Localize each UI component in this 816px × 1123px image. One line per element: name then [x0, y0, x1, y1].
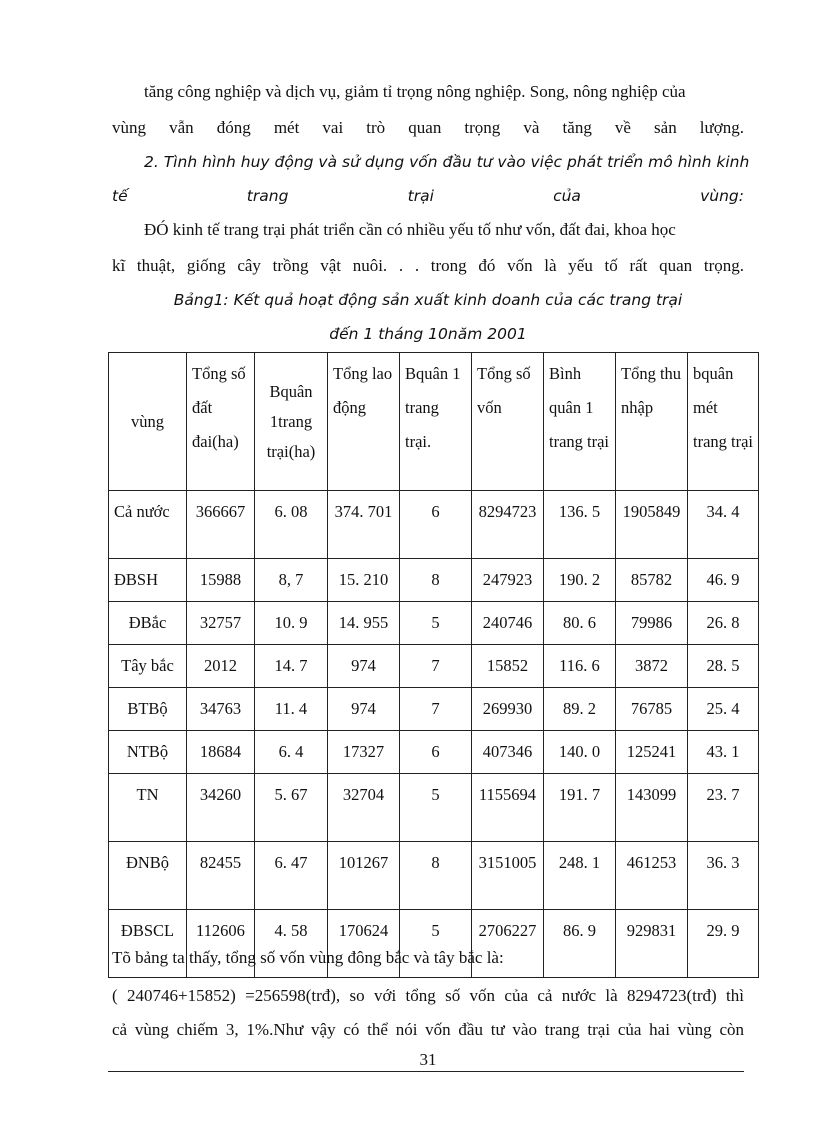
table-cell: 101267	[328, 842, 400, 910]
page-number: 31	[419, 1050, 437, 1069]
table-cell: 8	[400, 842, 472, 910]
table-cell: 15988	[187, 559, 255, 602]
region-cell: BTBộ	[109, 688, 187, 731]
table-cell: 136. 5	[544, 491, 616, 559]
paragraph-line: ( 240746+15852) =256598(trđ), so với tổng số vốn của cả nước là 8294723(trđ) thì	[112, 986, 744, 1005]
table-row	[109, 491, 759, 559]
table-cell: 15. 210	[328, 559, 400, 602]
table-cell: 974	[328, 688, 400, 731]
table-cell: 6	[400, 731, 472, 774]
table-cell: 3151005	[472, 842, 544, 910]
table-row	[109, 774, 759, 842]
table-cell: 5. 67	[255, 774, 328, 842]
table-cell: 5	[400, 910, 472, 978]
table-cell: 46. 9	[688, 559, 759, 602]
table-cell: 79986	[616, 602, 688, 645]
table-cell: 1155694	[472, 774, 544, 842]
table-cell: 32757	[187, 602, 255, 645]
table-cell: 80. 6	[544, 602, 616, 645]
header-cell: vùng	[109, 353, 187, 491]
table-cell: 143099	[616, 774, 688, 842]
table-cell: 140. 0	[544, 731, 616, 774]
header-cell: Bquân 1trang trại(ha)	[255, 353, 328, 491]
region-cell: ĐBắc	[109, 602, 187, 645]
table-cell: 5	[400, 602, 472, 645]
section-heading: 2. Tình hình huy động và sử dụng vốn đầu tư vào việc phát triển mô hình kinh	[144, 153, 750, 171]
region-cell: ĐNBộ	[109, 842, 187, 910]
table-row	[109, 645, 759, 688]
table-cell: 366667	[187, 491, 255, 559]
table-cell: 25. 4	[688, 688, 759, 731]
table-cell: 76785	[616, 688, 688, 731]
table-cell: 7	[400, 688, 472, 731]
table-cell: 248. 1	[544, 842, 616, 910]
table-cell: 5	[400, 774, 472, 842]
results-table	[108, 352, 759, 978]
table-cell: 29. 9	[688, 910, 759, 978]
region-cell: Cả nước	[109, 491, 187, 559]
table-cell: 112606	[187, 910, 255, 978]
table-cell: 14. 955	[328, 602, 400, 645]
table-cell: 34260	[187, 774, 255, 842]
footer-rule	[108, 1071, 744, 1072]
table-caption: đến 1 tháng 10năm 2001	[329, 325, 527, 343]
table-cell: 1905849	[616, 491, 688, 559]
table-row	[109, 602, 759, 645]
table-cell: 269930	[472, 688, 544, 731]
table-cell: 6. 4	[255, 731, 328, 774]
region-cell: ĐBSCL	[109, 910, 187, 978]
section-heading: tế trang trại của vùng:	[112, 187, 744, 205]
table-cell: 89. 2	[544, 688, 616, 731]
table-row	[109, 559, 759, 602]
table-row	[109, 842, 759, 910]
table-cell: 6	[400, 491, 472, 559]
table-cell: 17327	[328, 731, 400, 774]
table-cell: 86. 9	[544, 910, 616, 978]
table-cell: 36. 3	[688, 842, 759, 910]
table-cell: 240746	[472, 602, 544, 645]
table-cell: 190. 2	[544, 559, 616, 602]
region-cell: NTBộ	[109, 731, 187, 774]
table-cell: 28. 5	[688, 645, 759, 688]
region-cell: ĐBSH	[109, 559, 187, 602]
paragraph-line: cả vùng chiếm 3, 1%.Như vậy có thể nói vốn đầu tư vào trang trại của hai vùng còn	[112, 1020, 744, 1039]
table-cell: 18684	[187, 731, 255, 774]
table-cell: 15852	[472, 645, 544, 688]
table-cell: 34763	[187, 688, 255, 731]
table-cell: 407346	[472, 731, 544, 774]
table-cell: 374. 701	[328, 491, 400, 559]
table-caption: Bảng1: Kết quả hoạt động sản xuất kinh doanh của các trang trại	[173, 291, 683, 309]
table-cell: 14. 7	[255, 645, 328, 688]
table-cell: 929831	[616, 910, 688, 978]
table-cell: 2012	[187, 645, 255, 688]
table-cell: 8294723	[472, 491, 544, 559]
table-row	[109, 731, 759, 774]
table-cell: 461253	[616, 842, 688, 910]
table-cell: 82455	[187, 842, 255, 910]
region-cell: TN	[109, 774, 187, 842]
header-cell: Tổng lao động	[328, 353, 400, 491]
header-cell: bquân mét trang trại	[688, 353, 759, 491]
paragraph-line: vùng vẫn đóng mét vai trò quan trọng và tăng về sản lượng.	[112, 118, 744, 137]
table-cell: 32704	[328, 774, 400, 842]
table-cell: 170624	[328, 910, 400, 978]
paragraph-line: Tõ bảng ta thấy, tổng số vốn vùng đông bắc và tây bắc là:	[112, 948, 504, 967]
table-cell: 8	[400, 559, 472, 602]
header-cell: Bình quân 1 trang trại	[544, 353, 616, 491]
table-cell: 3872	[616, 645, 688, 688]
header-cell: Bquân 1 trang trại.	[400, 353, 472, 491]
table-cell: 2706227	[472, 910, 544, 978]
table-cell: 191. 7	[544, 774, 616, 842]
table-header-row	[109, 353, 759, 491]
table-cell: 34. 4	[688, 491, 759, 559]
header-cell: Tổng số vốn	[472, 353, 544, 491]
table-cell: 116. 6	[544, 645, 616, 688]
table-cell: 7	[400, 645, 472, 688]
table-cell: 85782	[616, 559, 688, 602]
region-cell: Tây bắc	[109, 645, 187, 688]
table-cell: 43. 1	[688, 731, 759, 774]
header-cell: Tổng thu nhập	[616, 353, 688, 491]
table-cell: 6. 08	[255, 491, 328, 559]
table-cell: 4. 58	[255, 910, 328, 978]
paragraph-line: tăng công nghiệp và dịch vụ, giảm tỉ trọng nông nghiệp. Song, nông nghiệp của	[144, 82, 686, 101]
table-cell: 125241	[616, 731, 688, 774]
table-cell: 247923	[472, 559, 544, 602]
paragraph-line: ĐÓ kinh tế trang trại phát triển cần có nhiều yếu tố như vốn, đất đai, khoa học	[144, 220, 676, 239]
table-row	[109, 688, 759, 731]
table-cell: 10. 9	[255, 602, 328, 645]
table-cell: 6. 47	[255, 842, 328, 910]
header-cell: Tổng số đất đai(ha)	[187, 353, 255, 491]
table-cell: 26. 8	[688, 602, 759, 645]
table-cell: 974	[328, 645, 400, 688]
table-cell: 23. 7	[688, 774, 759, 842]
paragraph-line: kĩ thuật, giống cây trồng vật nuôi. . . trong đó vốn là yếu tố rất quan trọng.	[112, 256, 744, 275]
table-cell: 11. 4	[255, 688, 328, 731]
table-cell: 8, 7	[255, 559, 328, 602]
